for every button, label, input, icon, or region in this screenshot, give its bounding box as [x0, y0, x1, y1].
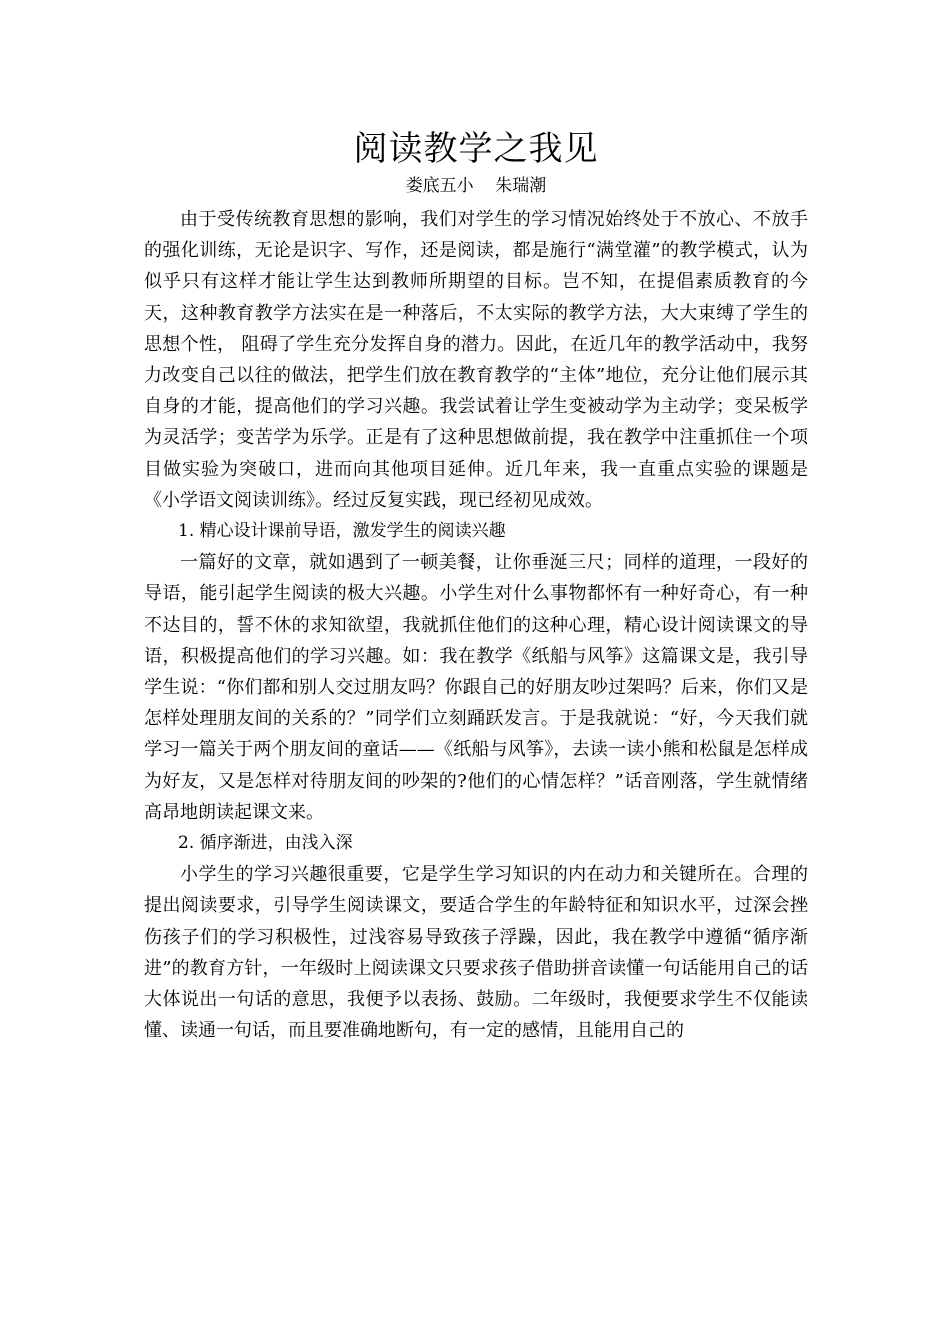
document-page — [144, 126, 808, 1046]
section-body-2: 小学生的学习兴趣很重要，它是学生学习知识的内在动力和关键所在。合理的提出阅读要求，引导学生阅读课文，要适合学生的年龄特征和知识水平，过深会挫伤孩子们的学习积极性，过浅容易导致孩子浮躁，因此，我在教学中遵循“循序渐进”的教育方针，一年级时上阅读课文只要求孩子借助拼音读懂一句话能用自己的话大体说出一句话的意思，我便予以表扬、鼓励。二年级时，我便要求学生不仅能读懂、读通一句话，而且要准确地断句，有一定的感情，且能用自己的 — [144, 864, 808, 1042]
intro-paragraph: 由于受传统教育思想的影响，我们对学生的学习情况始终处于不放心、不放手的强化训练，无论是识字、写作，还是阅读，都是施行“满堂灌”的教学模式，认为似乎只有这样才能让学生达到教师所期望的目标。岂不知，在提倡素质教育的今天，这种教育教学方法实在是一种落后，不太实际的教学方法，大大束缚了学生的思想个性， 阻碍了学生充分发挥自身的潜力。因此，在近几年的教学活动中，我努力改变自己以往的做法，把学生们放在教育教学的“主体”地位，充分让他们展示其自身的才能，提高他们的学习兴趣。我尝试着让学生变被动学为主动学；变呆板学为灵活学；变苦学为乐学。正是有了这种思想做前提，我在教学中注重抓住一个项目做实验为突破口，进而向其他项目延伸。近几年来，我一直重点实验的课题是《小学语文阅读训练》。经过反复实践，现已经初见成效。 — [144, 209, 808, 511]
author-line: 娄底五小 朱瑞潮 — [405, 176, 547, 196]
section-heading-1: 1. 精心设计课前导语，激发学生的阅读兴趣 — [178, 521, 506, 542]
section-heading-2: 2. 循序渐进，由浅入深 — [178, 833, 353, 854]
section-body-1: 一篇好的文章，就如遇到了一顿美餐，让你垂涎三尺；同样的道理，一段好的导语，能引起学生阅读的极大兴趣。小学生对什么事物都怀有一种好奇心，有一种不达目的，誓不休的求知欲望，我就抓住他们的这种心理，精心设计阅读课文的导语，积极提高他们的学习兴趣。如：我在教学《纸船与风筝》这篇课文是，我引导学生说：“你们都和别人交过朋友吗？你跟自己的好朋友吵过架吗？后来，你们又是怎样处理朋友间的关系的？”同学们立刻踊跃发言。于是我就说：“好，今天我们就学习一篇关于两个朋友间的童话——《纸船与风筝》，去读一读小熊和松鼠是怎样成为好友，又是怎样对待朋友间的吵架的?他们的心情怎样？”话音刚落，学生就情绪高昂地朗读起课文来。 — [144, 552, 808, 823]
document-title: 阅读教学之我见 — [353, 129, 599, 169]
